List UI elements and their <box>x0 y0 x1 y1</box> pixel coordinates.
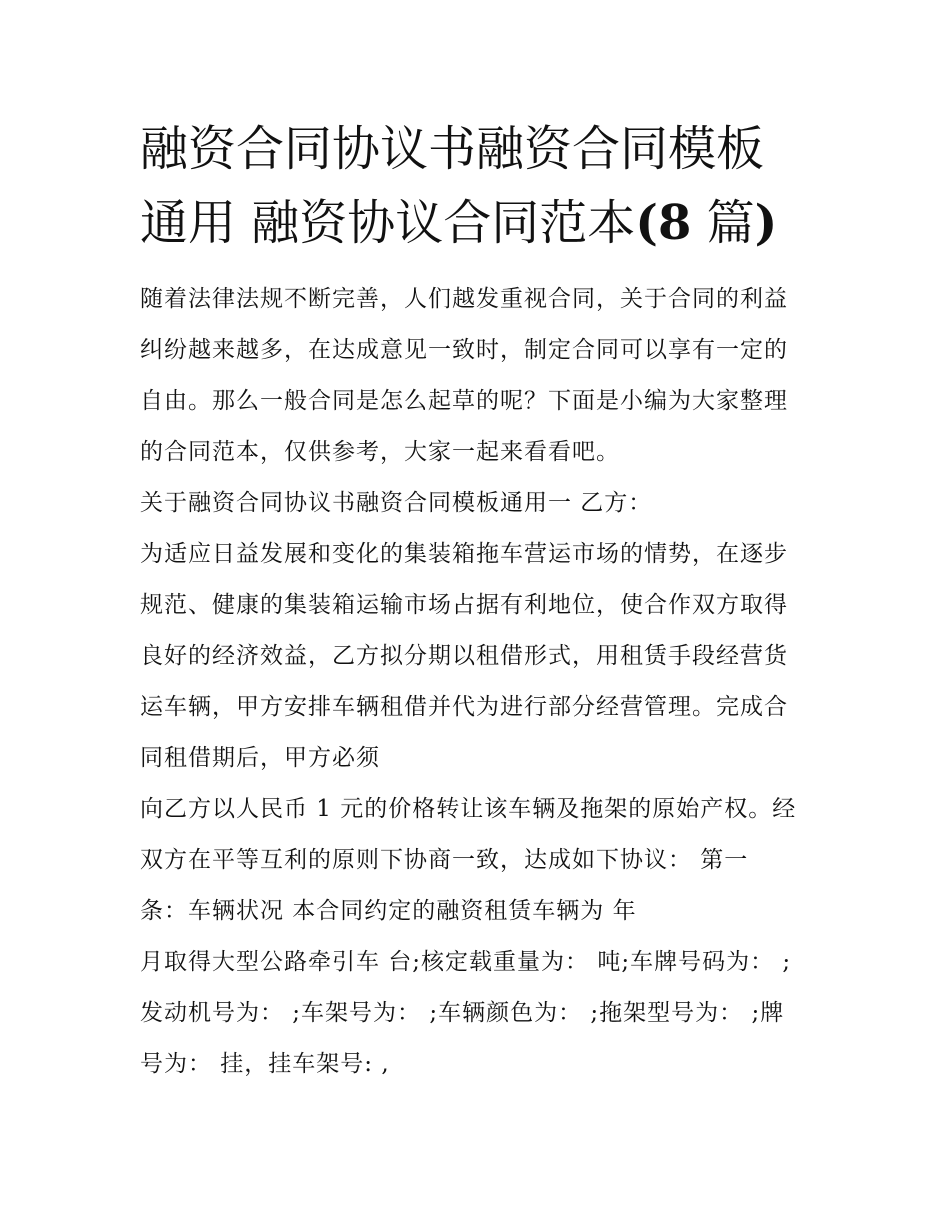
body-line: 自由。那么一般合同是怎么起草的呢？下面是小编为大家整理 <box>140 388 788 414</box>
body-line: 的合同范本，仅供参考，大家一起来看看吧。 <box>140 439 620 465</box>
body-line: 月取得大型公路牵引车 台;核定载重量为： 吨;车牌号码为： ; <box>140 949 792 975</box>
body-line: 双方在平等互利的原则下协商一致，达成如下协议： 第一 <box>140 847 749 873</box>
title-line-1-text: 融资合同协议书融资合同模板 <box>140 121 765 177</box>
document-title <box>140 112 830 260</box>
body-line: 为适应日益发展和变化的集装箱拖车营运市场的情势，在逐步 <box>140 541 788 567</box>
body-line: 规范、健康的集装箱运输市场占据有利地位，使合作双方取得 <box>140 592 788 618</box>
body-line: 向乙方以人民币 1 元的价格转让该车辆及拖架的原始产权。经 <box>140 796 797 822</box>
body-line: 纠纷越来越多，在达成意见一致时，制定合同可以享有一定的 <box>140 337 788 363</box>
title-line-2 <box>140 186 830 260</box>
title-line-2-text: 通用 融资协议合同范本 <box>140 195 636 251</box>
body-line: 随着法律法规不断完善，人们越发重视合同，关于合同的利益 <box>140 286 788 312</box>
body-line: 同租借期后，甲方必须 <box>140 745 380 771</box>
body-line: 运车辆，甲方安排车辆租借并代为进行部分经营管理。完成合 <box>140 694 788 720</box>
body-line: 号为： 挂，挂车架号: , <box>140 1051 390 1077</box>
document-body <box>140 274 830 1090</box>
body-line: 发动机号为： ;车架号为： ;车辆颜色为： ;拖架型号为： ;牌 <box>140 1000 785 1026</box>
title-line-1 <box>140 112 830 186</box>
title-count-number: (8 <box>635 195 692 251</box>
body-line: 条：车辆状况 本合同约定的融资租赁车辆为 年 <box>140 898 637 924</box>
title-count-suffix: 篇 <box>691 195 755 251</box>
body-line: 良好的经济效益，乙方拟分期以租借形式，用租赁手段经营货 <box>140 643 788 669</box>
body-line: 关于融资合同协议书融资合同模板通用一 乙方： <box>140 490 653 516</box>
title-close-paren: ) <box>754 195 778 251</box>
